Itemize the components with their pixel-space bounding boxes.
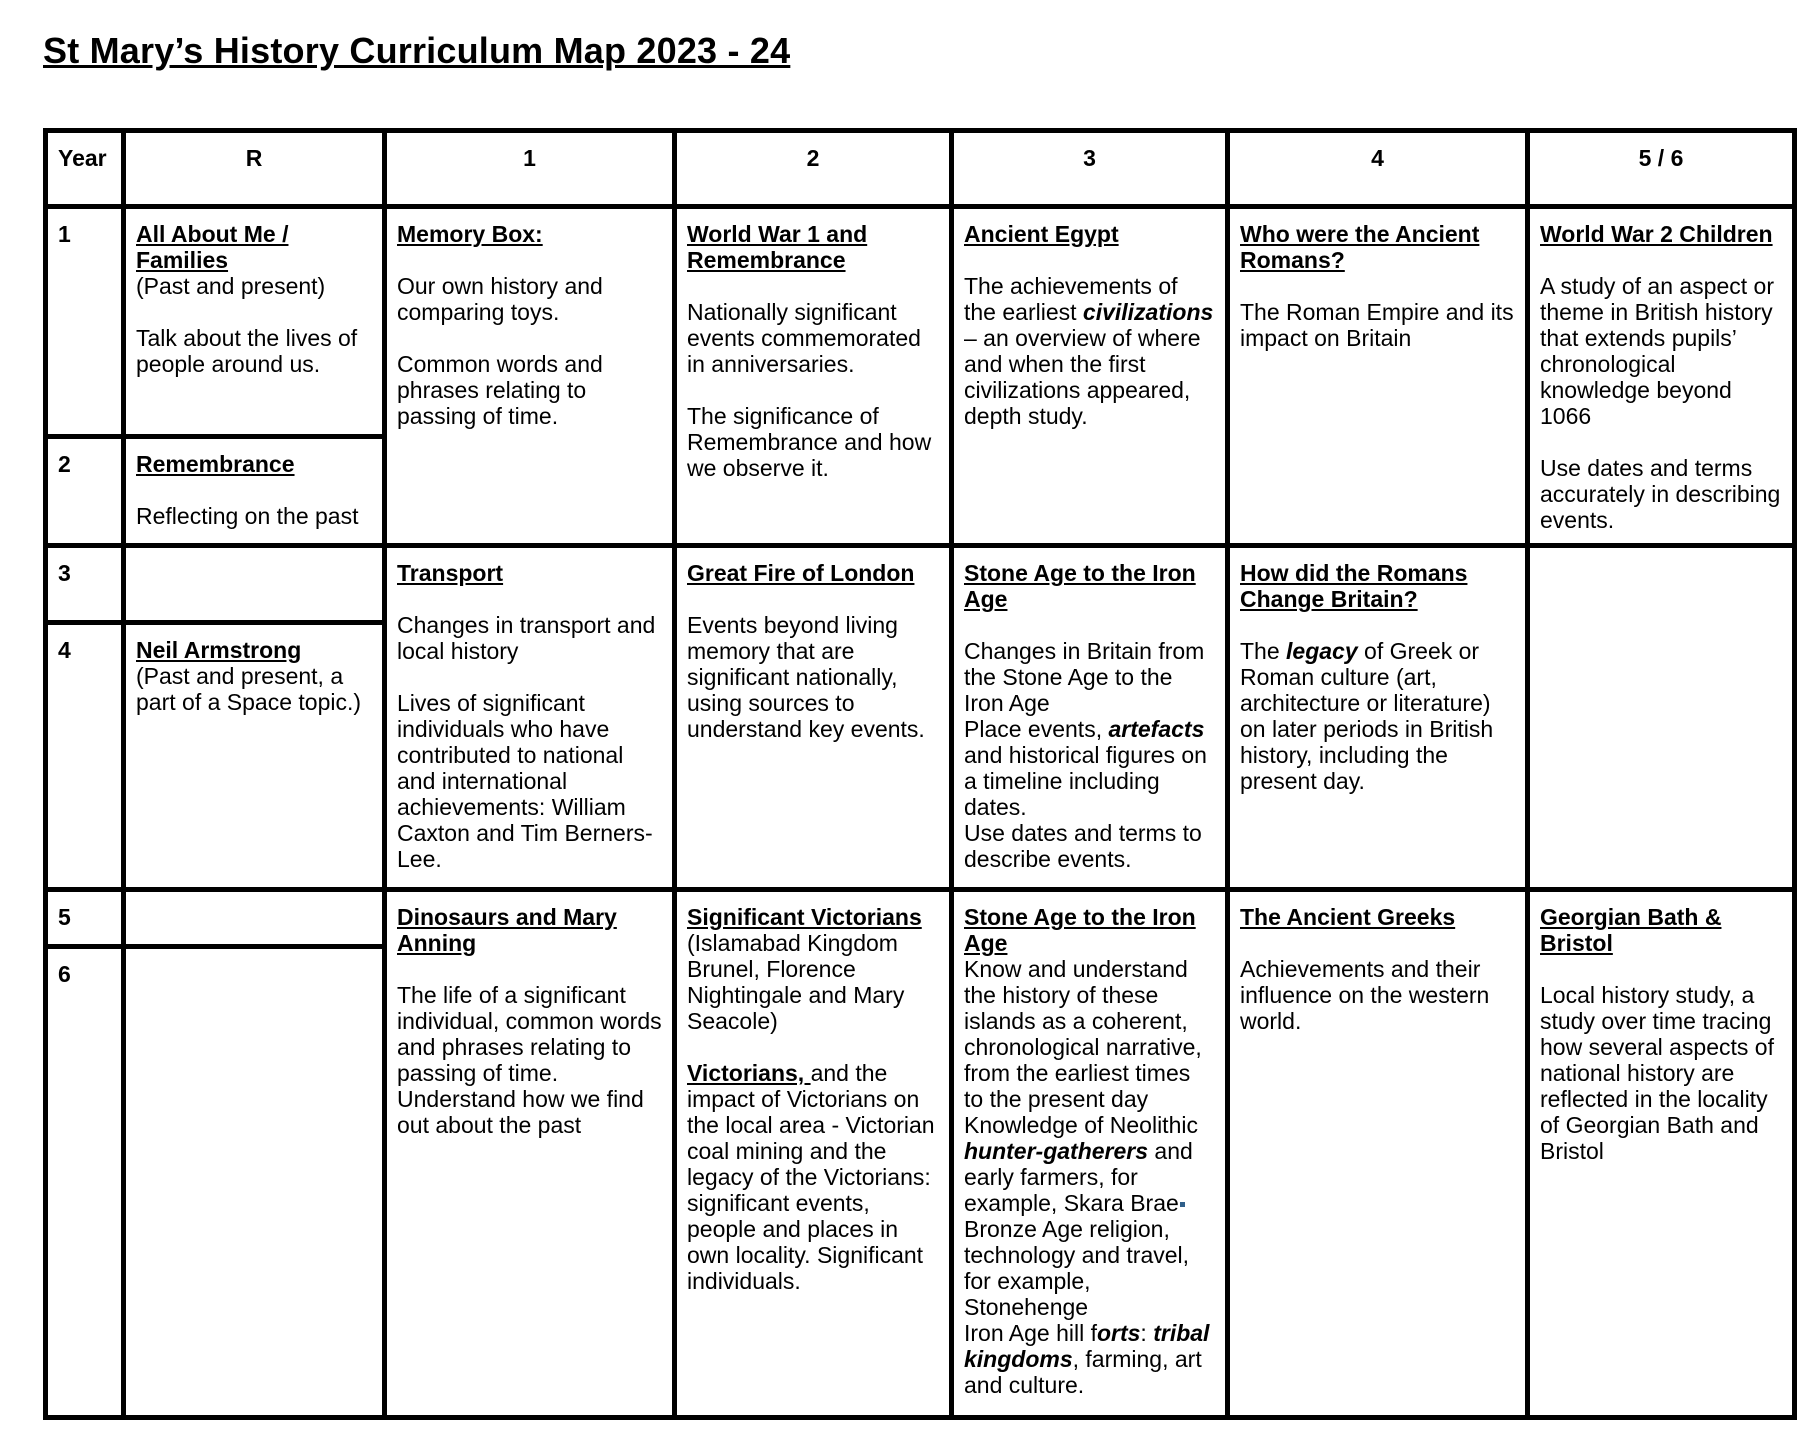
cell-text: The Roman Empire and its impact on Britain [1240, 299, 1514, 351]
cell-heading: All About Me / Families [136, 221, 289, 273]
emphasis: tribal kingdoms [964, 1320, 1210, 1372]
cell-heading: Memory Box: [397, 221, 543, 247]
row-label-5: 5 [46, 890, 124, 947]
cell-r-empty [124, 947, 385, 1418]
cell-subheading: (Past and present) [136, 273, 326, 299]
cell-text: The achievements of the earliest civilizations – an overview of where and when the first civilizations appeared, depth study. [964, 273, 1214, 429]
cell-heading: Remembrance [136, 451, 295, 477]
cell-heading: Dinosaurs and Mary Anning [397, 904, 617, 956]
cell-r-empty [124, 546, 385, 623]
year-header: Year [46, 131, 124, 207]
cell-r-neil-armstrong [124, 623, 385, 890]
cell-y3-ancient-egypt [952, 207, 1228, 546]
page-title: St Mary’s History Curriculum Map 2023 - 24 [43, 30, 791, 71]
cell-y1-dinosaurs [385, 890, 675, 1418]
cell-y2-ww1 [675, 207, 952, 546]
curriculum-table [43, 128, 1797, 1420]
emphasis: legacy [1286, 638, 1358, 664]
cell-text: Place events, artefacts and historical figures on a timeline including dates. [964, 716, 1207, 820]
cell-y2-victorians [675, 890, 952, 1418]
table-row [46, 546, 1795, 623]
row-label-6: 6 [46, 947, 124, 1418]
cell-text: Local history study, a study over time tracing how several aspects of national history are reflected in the locality of Georgian Bath and Bristol [1540, 982, 1774, 1164]
emphasis: civilizations [1082, 299, 1214, 325]
cell-heading: World War 1 and Remembrance [687, 221, 868, 273]
bullet-marker-icon [1180, 1202, 1185, 1207]
cell-text: Changes in Britain from the Stone Age to the Iron Age [964, 638, 1205, 716]
cell-subheading: (Past and present, a part of a Space topic.) [136, 663, 362, 715]
cell-text: Bronze Age religion, technology and travel, for example, Stonehenge [964, 1216, 1190, 1320]
cell-y1-memory-box [385, 207, 675, 546]
cell-y1-transport [385, 546, 675, 890]
row-label-4: 4 [46, 623, 124, 890]
row-label-2: 2 [46, 437, 124, 546]
cell-text: Talk about the lives of people around us. [136, 325, 358, 377]
cell-text: Iron Age hill forts: tribal kingdoms, farming, art and culture. [964, 1320, 1210, 1398]
cell-r-all-about-me [124, 207, 385, 437]
cell-text: Victorians, and the impact of Victorians on the local area - Victorian coal mining and the legacy of the Victorians: significant events, people and places in own locality. Significant individuals. [687, 1060, 935, 1294]
cell-subheading: (Islamabad Kingdom Brunel, Florence Nightingale and Mary Seacole) [687, 930, 905, 1034]
cell-y3-stone-age [952, 546, 1228, 890]
cell-r-remembrance [124, 437, 385, 546]
column-header-r: R [124, 131, 385, 207]
table-row [46, 890, 1795, 947]
cell-y2-great-fire [675, 546, 952, 890]
cell-text: Changes in transport and local history [397, 612, 656, 664]
cell-text: Use dates and terms to describe events. [964, 820, 1202, 872]
cell-text: Use dates and terms accurately in describing events. [1540, 455, 1781, 533]
cell-heading: Who were the Ancient Romans? [1240, 221, 1480, 273]
cell-text: The legacy of Greek or Roman culture (art, architecture or literature) on later periods in British history, including the present day. [1240, 638, 1494, 794]
cell-heading: Neil Armstrong [136, 637, 302, 663]
cell-text: Events beyond living memory that are significant nationally, using sources to understand key events. [687, 612, 925, 742]
cell-heading: Transport [397, 560, 504, 586]
emphasis: orts [1096, 1320, 1141, 1346]
cell-heading: Stone Age to the Iron Age [964, 560, 1196, 612]
cell-y3-stone-age-2 [952, 890, 1228, 1418]
cell-heading: The Ancient Greeks [1240, 904, 1456, 930]
cell-text: A study of an aspect or theme in British history that extends pupils’ chronological knowledge beyond 1066 [1540, 273, 1774, 429]
cell-y56-georgian-bath [1528, 890, 1795, 1418]
cell-heading: Georgian Bath & Bristol [1540, 904, 1722, 956]
cell-y4-romans-change [1228, 546, 1528, 890]
row-label-3: 3 [46, 546, 124, 623]
cell-y56-ww2-children [1528, 207, 1795, 546]
cell-heading: Great Fire of London [687, 560, 915, 586]
cell-y4-ancient-greeks [1228, 890, 1528, 1418]
cell-y4-ancient-romans [1228, 207, 1528, 546]
row-label-1: 1 [46, 207, 124, 437]
inline-heading: Victorians, [687, 1060, 811, 1086]
cell-text: Understand how we find out about the past [397, 1086, 644, 1138]
emphasis: artefacts [1108, 716, 1205, 742]
cell-heading: Stone Age to the Iron Age [964, 904, 1196, 956]
cell-text: Our own history and comparing toys. [397, 273, 603, 325]
cell-text: Know and understand the history of these islands as a coherent, chronological narrative, from the earliest times to the present day [964, 956, 1202, 1112]
header-row [46, 131, 1795, 207]
cell-text: Knowledge of Neolithic hunter-gatherers and early farmers, for example, Skara Brae [964, 1112, 1198, 1216]
column-header-3: 3 [952, 131, 1228, 207]
cell-heading: World War 2 Children [1540, 221, 1773, 247]
column-header-2: 2 [675, 131, 952, 207]
cell-y56-empty [1528, 546, 1795, 890]
cell-text: Nationally significant events commemorated in anniversaries. [687, 299, 921, 377]
table-row [46, 207, 1795, 437]
cell-heading: Ancient Egypt [964, 221, 1119, 247]
column-header-5-6: 5 / 6 [1528, 131, 1795, 207]
cell-r-empty [124, 890, 385, 947]
cell-heading: How did the Romans Change Britain? [1240, 560, 1468, 612]
cell-text: Achievements and their influence on the western world. [1240, 956, 1490, 1034]
cell-text: Reflecting on the past [136, 503, 359, 529]
cell-text: Common words and phrases relating to passing of time. [397, 351, 603, 429]
cell-text: Lives of significant individuals who have contributed to national and international achievements: William Caxton and Tim Berners-Lee. [397, 690, 653, 872]
column-header-4: 4 [1228, 131, 1528, 207]
cell-text: The significance of Remembrance and how we observe it. [687, 403, 932, 481]
column-header-1: 1 [385, 131, 675, 207]
cell-heading: Significant Victorians [687, 904, 922, 930]
cell-text: The life of a significant individual, common words and phrases relating to passing of time. [397, 982, 662, 1086]
emphasis: hunter-gatherers [964, 1138, 1149, 1164]
